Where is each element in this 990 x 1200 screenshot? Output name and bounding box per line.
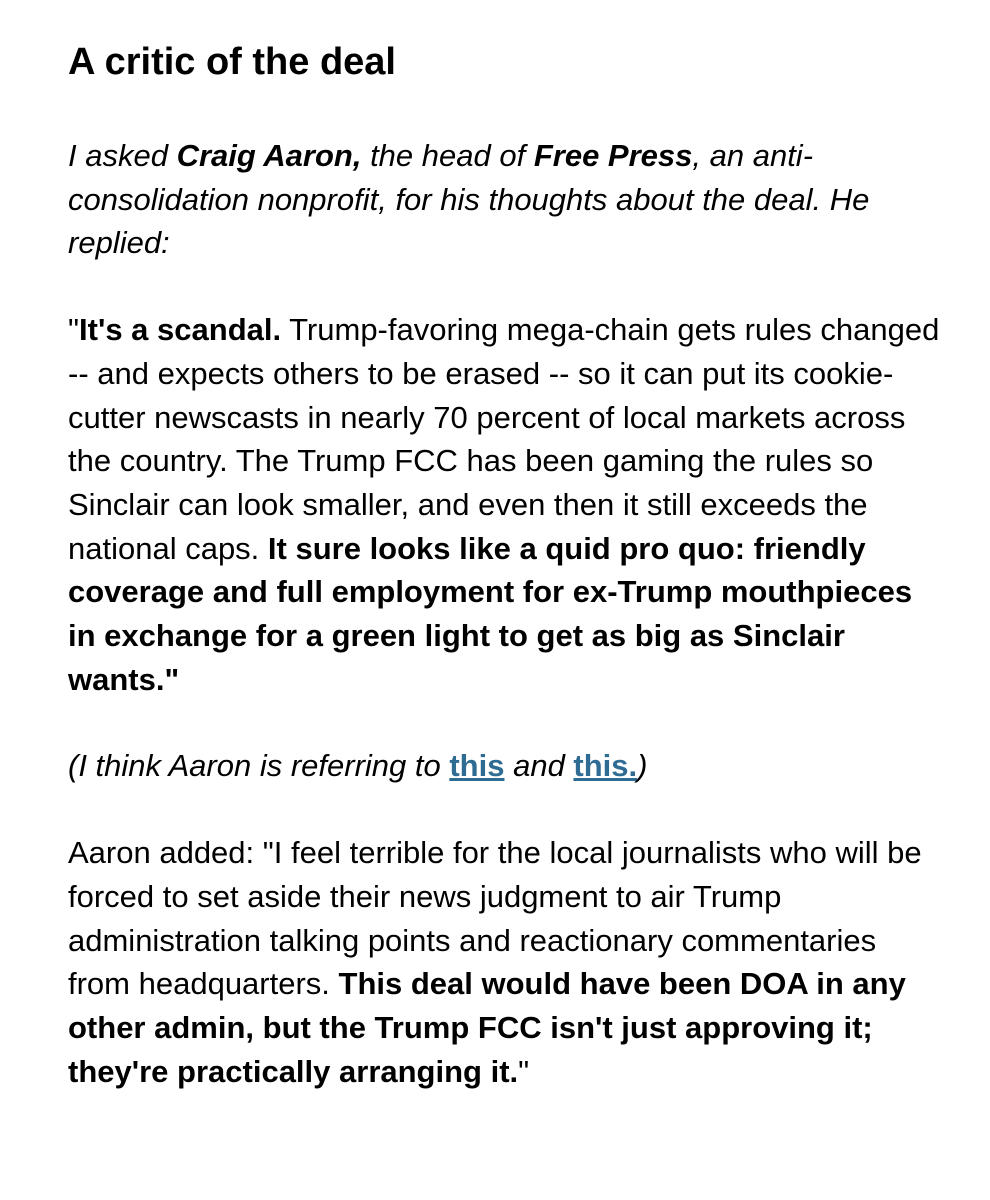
quote-emphasis-2: This deal would have been DOA in any other admin, but the Trump FCC isn't just approving it; they're practically arranging it. (68, 966, 906, 1089)
intro-text-2: the head of (361, 138, 534, 173)
person-name: Craig Aaron, (176, 138, 362, 173)
quote-lead: It's a scandal. (79, 312, 282, 348)
quote-open-mark: " (68, 312, 80, 348)
quote-paragraph-2 (68, 831, 940, 1093)
quote-close-mark: " (518, 1053, 530, 1089)
note-text-2: and (504, 748, 574, 784)
note-text-3: ) (637, 748, 648, 784)
intro-paragraph (68, 134, 940, 265)
note-paragraph (68, 744, 940, 788)
note-text-1: (I think Aaron is referring to (68, 748, 450, 784)
intro-text-3: , an anti-consolidation nonprofit, for his thoughts about the deal. He replied: (68, 138, 870, 261)
quote-body-1: Trump-favoring mega-chain gets rules changed -- and expects others to be erased -- so it can put its cookie-cutter newscasts in nearly 70 percent of local markets across the country. The Trump FCC has been gaming the rules so Sinclair can look smaller, and even then it still exceeds the national caps. (68, 312, 940, 566)
quote-body-2: Aaron added: "I feel terrible for the local journalists who will be forced to set aside their news judgment to air Trump administration talking points and reactionary commentaries from headquarters. (68, 835, 922, 1002)
section-heading: A critic of the deal (68, 41, 396, 83)
quote-paragraph-1 (68, 308, 940, 701)
intro-text-1: I asked (68, 138, 177, 173)
quote-emphasis-1: It sure looks like a quid pro quo: friendly coverage and full employment for ex-Trump mouthpieces in exchange for a green light to get as big as Sinclair wants." (68, 530, 913, 697)
reference-link-1[interactable]: this (449, 748, 505, 784)
organization-name: Free Press (533, 138, 693, 173)
reference-link-2[interactable]: this. (573, 748, 638, 784)
